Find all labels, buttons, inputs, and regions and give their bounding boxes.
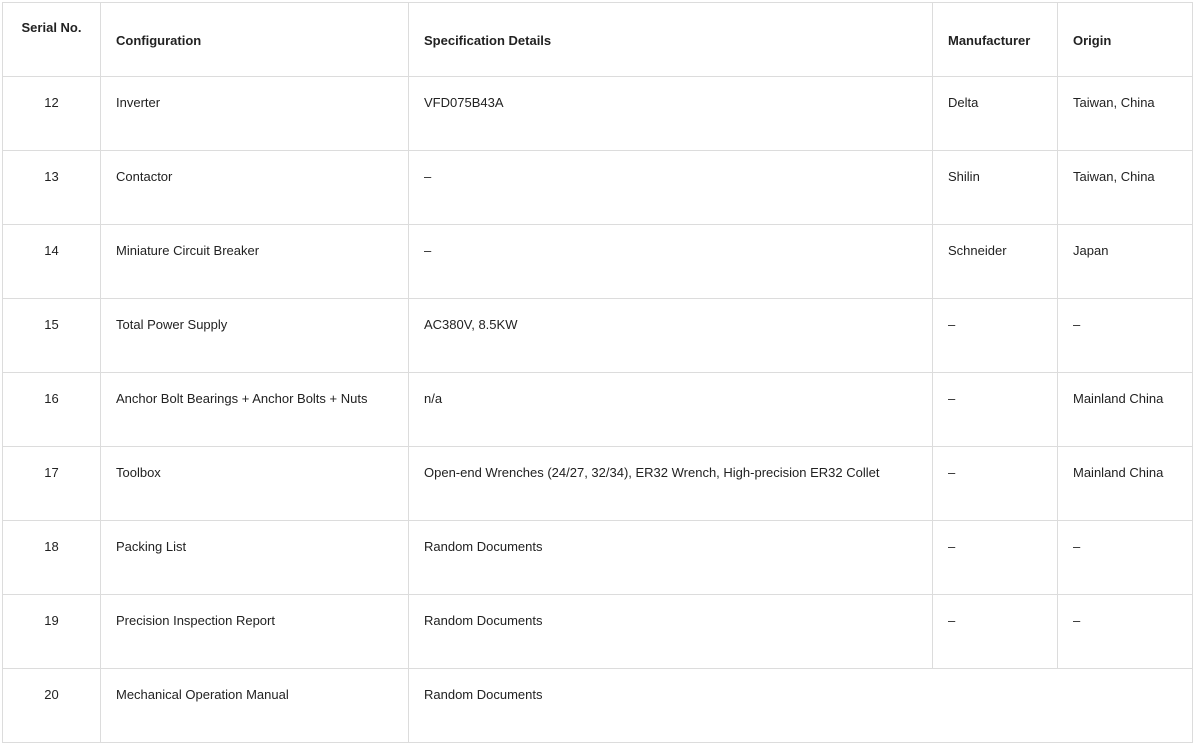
- cell-origin: –: [1058, 299, 1193, 373]
- cell-configuration: Inverter: [101, 77, 409, 151]
- cell-origin: Japan: [1058, 225, 1193, 299]
- cell-configuration: Toolbox: [101, 447, 409, 521]
- header-origin: Origin: [1058, 3, 1193, 77]
- cell-specification: Random Documents: [409, 595, 933, 669]
- header-configuration: Configuration: [101, 3, 409, 77]
- cell-manufacturer: –: [933, 595, 1058, 669]
- table-header-row: [3, 3, 1193, 77]
- cell-origin: Mainland China: [1058, 373, 1193, 447]
- cell-serial: 12: [3, 77, 101, 151]
- table-row: [3, 225, 1193, 299]
- table-row: [3, 299, 1193, 373]
- cell-origin: Mainland China: [1058, 447, 1193, 521]
- spec-table-container: [2, 2, 1193, 743]
- cell-specification: –: [409, 151, 933, 225]
- configuration-table: [2, 2, 1193, 743]
- cell-serial: 13: [3, 151, 101, 225]
- cell-serial: 15: [3, 299, 101, 373]
- cell-specification: Open-end Wrenches (24/27, 32/34), ER32 Wrench, High-precision ER32 Collet: [409, 447, 933, 521]
- cell-origin: Taiwan, China: [1058, 77, 1193, 151]
- cell-serial: 19: [3, 595, 101, 669]
- table-row: [3, 151, 1193, 225]
- cell-specification: Random Documents: [409, 521, 933, 595]
- cell-origin: –: [1058, 521, 1193, 595]
- cell-origin: –: [1058, 595, 1193, 669]
- cell-specification: n/a: [409, 373, 933, 447]
- cell-configuration: Contactor: [101, 151, 409, 225]
- cell-origin-empty: [1058, 669, 1193, 743]
- cell-manufacturer: –: [933, 299, 1058, 373]
- cell-manufacturer: –: [933, 447, 1058, 521]
- cell-serial: 16: [3, 373, 101, 447]
- cell-configuration: Miniature Circuit Breaker: [101, 225, 409, 299]
- cell-configuration: Mechanical Operation Manual: [101, 669, 409, 743]
- cell-specification: –: [409, 225, 933, 299]
- cell-serial: 18: [3, 521, 101, 595]
- cell-manufacturer: Shilin: [933, 151, 1058, 225]
- cell-manufacturer: –: [933, 373, 1058, 447]
- cell-serial: 14: [3, 225, 101, 299]
- cell-manufacturer: Delta: [933, 77, 1058, 151]
- table-row: [3, 447, 1193, 521]
- table-row: [3, 77, 1193, 151]
- table-row: [3, 521, 1193, 595]
- cell-specification: VFD075B43A: [409, 77, 933, 151]
- cell-manufacturer: –: [933, 521, 1058, 595]
- table-row: [3, 595, 1193, 669]
- header-serial-no: Serial No.: [3, 3, 101, 77]
- cell-manufacturer-empty: [933, 669, 1058, 743]
- table-row: [3, 669, 1193, 743]
- table-row: [3, 373, 1193, 447]
- cell-serial: 20: [3, 669, 101, 743]
- cell-configuration: Total Power Supply: [101, 299, 409, 373]
- cell-configuration: Packing List: [101, 521, 409, 595]
- cell-serial: 17: [3, 447, 101, 521]
- cell-specification: AC380V, 8.5KW: [409, 299, 933, 373]
- cell-configuration: Precision Inspection Report: [101, 595, 409, 669]
- cell-manufacturer: Schneider: [933, 225, 1058, 299]
- cell-specification: Random Documents: [409, 669, 933, 743]
- cell-configuration: Anchor Bolt Bearings + Anchor Bolts + Nuts: [101, 373, 409, 447]
- header-specification-details: Specification Details: [409, 3, 933, 77]
- header-manufacturer: Manufacturer: [933, 3, 1058, 77]
- cell-origin: Taiwan, China: [1058, 151, 1193, 225]
